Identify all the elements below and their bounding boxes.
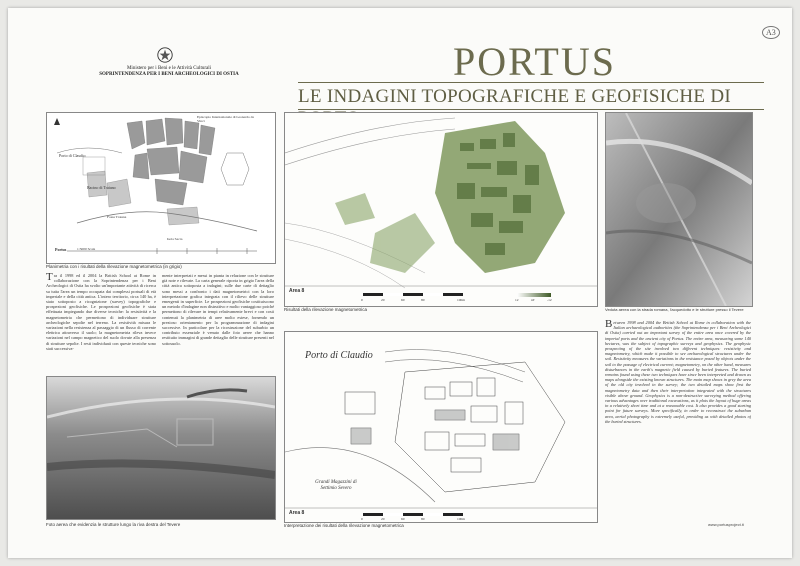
plan-label-portus: Portus <box>55 247 67 252</box>
interp-scale-60: 60 <box>401 517 405 521</box>
italian-text-col1 <box>46 273 156 373</box>
ministry-block <box>94 66 244 78</box>
magnet-scale-60: 60 <box>401 298 405 302</box>
magnet-scale-0: 0 <box>361 298 363 302</box>
interp-scale-80: 80 <box>421 517 425 521</box>
italian-col1-body: ra il 1998 ed il 2004 la British School at Rome in collaborazione con la Soprintendenza per i Beni Archeologici di Ostia ha svolto un'importante attività di ricerca su tutta l'area un tempo occupata dai complessi portuali di età imperiale e della città antica. L'intero territorio, circa 140 ha, è stato sottoposto a ricognizione (survey) topografiche e prospezioni geofisiche. Le prospezioni geofisiche è stata effettuata impiegando due diverse tecniche: la resistività e la magnetometria che permettono di individuare strutture archeologiche sepolte nel terreno. La resistività misura le variazioni nella resistenza al passaggio di un flusso di corrente elettrica attraverso il suolo; la magnetometria rileva invece variazioni nel campo magnetico del suolo dovute alla presenza di strutture sepolte. I resti individuati con queste tecniche sono stati successiva- <box>46 273 156 351</box>
plan-label-top: Episcopio Internazionale di Leonardo da Vinci <box>197 115 254 123</box>
magnet-scale-80: 80 <box>421 298 425 302</box>
footer-url: www.portusproject.it <box>708 522 744 527</box>
aerial-right-caption: Veduta aerea con la strada romana, l'acquedotto e le strutture presso il Tevere <box>605 307 744 312</box>
magnet-area-label: Area 8 <box>289 288 305 294</box>
magnet-value-high: 12 <box>515 298 519 302</box>
interp-caption: Interpretazione dei risultati della rilevazione magnetometrica <box>284 523 404 528</box>
magnet-value-unit: nT <box>531 298 535 302</box>
interpretation-panel <box>284 331 598 523</box>
italian-dropcap: T <box>46 273 53 283</box>
plan-label-isola: Isola Sacra <box>167 237 183 241</box>
poster-sheet <box>8 8 792 558</box>
aerial-photo-right-image <box>606 113 752 306</box>
magnetometric-panel <box>284 112 598 307</box>
ministry-line2: SOPRINTENDENZA PER I BENI ARCHEOLOGICI DI OSTIA <box>99 72 239 77</box>
english-body: etween 1998 and 2004 the British School at Rome in collaboration with the Italian archaeological authorities (the Soprintendenza per i Beni Archeologici di Ostia) carried out an important survey of the entire area once covered by the imperial ports and the ancient city of Portus. The entire area, measuring some 140 hectares, was the subject of topographic surveys and geophysics. The geophysic prospecting of the site involved two different techniques: resistivity and magnetometry, which make it possible to see archaeological structures under the soil. Resistivity measures the variations in the resistance posed by objects under the soil to the passage of electrical current; magnetometry, on the other hand, measures disturbances in the earth's magnetic field caused by buried features. The buried remains found using these two techniques have since been interpreted and drawn as maps alongside the existing known structures. The main map shows in grey the area of the old city involved in the survey; the two detailed maps show first the magnetometry data and then their interpretation integrated with the structures visible above ground. Geophysics is a non-destructive surveying method offering various advantages over traditional excavations, as it plots the layout of huge areas in a relatively short time and at a reasonable cost. It also provides a good starting point for future surveys. More specifically, in order to reconstruct the suburban area, aerial photography is extremely useful, providing us with detailed photos of the buried structures. <box>605 320 751 424</box>
plan-label-bacino: Bacino di Traiano <box>87 185 116 190</box>
plan-caption: Planimetria con i risultati della rilevazione magnetometrica (in grigio) <box>46 264 182 269</box>
interp-label-porto: Porto di Claudio <box>305 350 373 361</box>
magnet-scale-100: 100m <box>457 298 465 302</box>
site-plan-map <box>47 113 275 263</box>
plan-label-porto-claudio: Porto di Claudio <box>59 153 86 158</box>
aerial-left-caption: Foto aerea che evidenzia le strutture lungo la riva destra del Tevere <box>46 522 181 527</box>
magnet-caption: Risultati della rilevazione magnetometrica <box>284 307 368 312</box>
italian-col2-body: mente interpretati e messi in pianta in relazione con le strutture già note e rilevate. La carta generale riporta in grigio l'area della città antica sottoposta a indagini; sulle due carte di dettaglio sono messi a confronto i dati magnetometrici con la loro interpretazione grafica integrata con il rilievo delle strutture emergenti in superficie. Le prospezioni geofisiche costituiscono un metodo d'indagine non distruttivo e molto vantaggioso poiché permettono di rilevare in tempi relativamente brevi e con costi contenuti la planimetria di aree molto estese, fornendo un prezioso orientamento per la programmazione di indagini successive. In particolare per la ricostruzione del suburbio un contributo essenziale è venuto dalle foto aeree che hanno restituito immagini di grande dettaglio delle strutture presenti nel sottosuolo. <box>162 273 274 346</box>
plan-label-scale: 1:5000 Scala <box>77 247 96 251</box>
magnet-value-low: -12 <box>547 298 552 302</box>
aerial-photo-right <box>605 112 753 307</box>
page-number: A3 <box>762 26 780 39</box>
interp-scale-100: 100m <box>457 517 465 521</box>
aerial-photo-left-image <box>47 377 275 519</box>
republic-emblem-icon <box>156 46 174 64</box>
plan-label-fossa: Fossa Traiana <box>107 215 127 219</box>
page-subtitle: LE INDAGINI TOPOGRAFICHE E GEOFISICHE DI <box>298 86 731 107</box>
aerial-photo-left <box>46 376 276 520</box>
italian-text-col2 <box>162 273 274 373</box>
ministry-line1: Ministero per i Beni e le Attività Culturali <box>126 66 211 71</box>
page-title: PORTUS <box>453 39 616 84</box>
magnet-scale-20: 20 <box>381 298 385 302</box>
site-plan-panel <box>46 112 276 264</box>
interp-label-grandi: Grandi Magazzini di Settimio Severo <box>315 480 357 491</box>
interp-scale-0: 0 <box>361 517 363 521</box>
english-dropcap: B <box>605 320 613 330</box>
interp-scale-20: 20 <box>381 517 385 521</box>
english-text <box>605 320 751 520</box>
magnetometric-map <box>285 113 597 306</box>
interp-area-label: Area 8 <box>289 510 305 516</box>
title-rule-bottom <box>298 109 764 110</box>
